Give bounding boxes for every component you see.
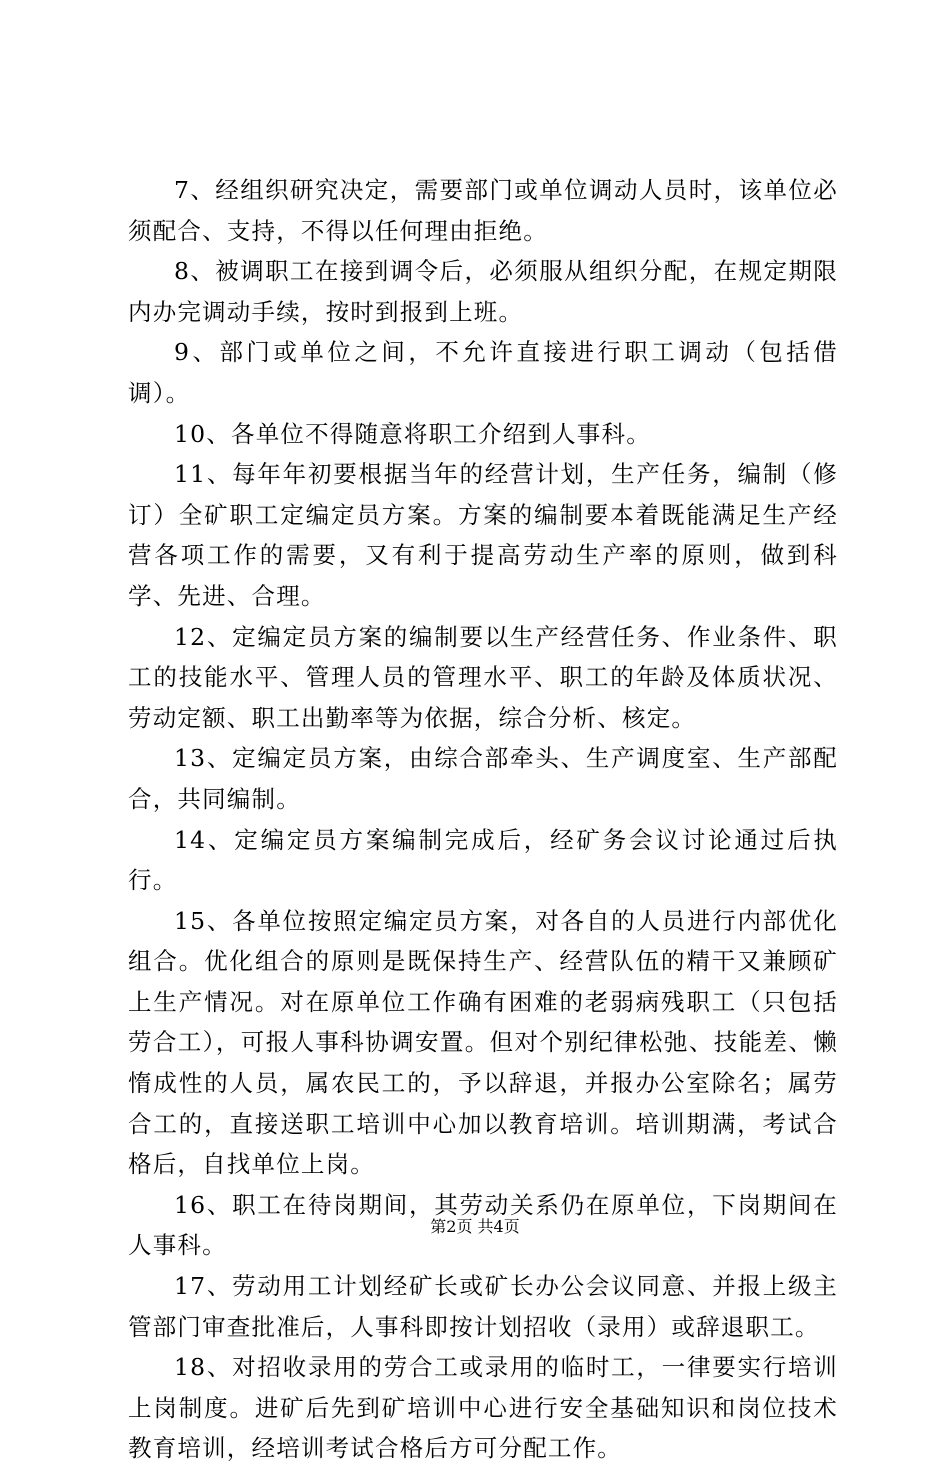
- paragraph-15: 15、各单位按照定编定员方案，对各自的人员进行内部优化组合。优化组合的原则是既保持生产、经营队伍的精干又兼顾矿上生产情况。对在原单位工作确有困难的老弱病残职工（只包括劳合工），可报人事科协调安置。但对个别纪律松弛、技能差、懒惰成性的人员，属农民工的，予以辞退，并报办公室除名；属劳合工的，直接送职工培训中心加以教育培训。培训期满，考试合格后，自找单位上岗。: [128, 906, 838, 1179]
- paragraph-11: 11、每年年初要根据当年的经营计划，生产任务，编制（修订）全矿职工定编定员方案。方案的编制要本着既能满足生产经营各项工作的需要，又有利于提高劳动生产率的原则，做到科学、先进、合理。: [128, 460, 838, 610]
- document-body: [128, 170, 838, 1469]
- paragraph-18: 18、对招收录用的劳合工或录用的临时工，一律要实行培训上岗制度。进矿后先到矿培训中心进行安全基础知识和岗位技术教育培训，经培训考试合格后方可分配工作。: [128, 1353, 838, 1463]
- paragraph-9: 9、部门或单位之间，不允许直接进行职工调动（包括借调）。: [128, 338, 838, 407]
- paragraph-13: 13、定编定员方案，由综合部牵头、生产调度室、生产部配合，共同编制。: [128, 744, 838, 813]
- paragraph-12: 12、定编定员方案的编制要以生产经营任务、作业条件、职工的技能水平、管理人员的管理水平、职工的年龄及体质状况、劳动定额、职工出勤率等为依据，综合分析、核定。: [128, 622, 838, 732]
- paragraph-17: 17、劳动用工计划经矿长或矿长办公会议同意、并报上级主管部门审查批准后，人事科即按计划招收（录用）或辞退职工。: [128, 1272, 838, 1341]
- paragraph-7: 7、经组织研究决定，需要部门或单位调动人员时，该单位必须配合、支持，不得以任何理由拒绝。: [128, 176, 838, 245]
- paragraph-16: 16、职工在待岗期间，其劳动关系仍在原单位，下岗期间在人事科。: [128, 1190, 838, 1260]
- paragraph-10: 10、各单位不得随意将职工介绍到人事科。: [174, 419, 651, 448]
- page-number-footer: 第2页 共4页: [430, 1217, 520, 1236]
- paragraph-8: 8、被调职工在接到调令后，必须服从组织分配，在规定期限内办完调动手续，按时到报到上班。: [128, 257, 838, 326]
- paragraph-14: 14、定编定员方案编制完成后，经矿务会议讨论通过后执行。: [128, 825, 838, 895]
